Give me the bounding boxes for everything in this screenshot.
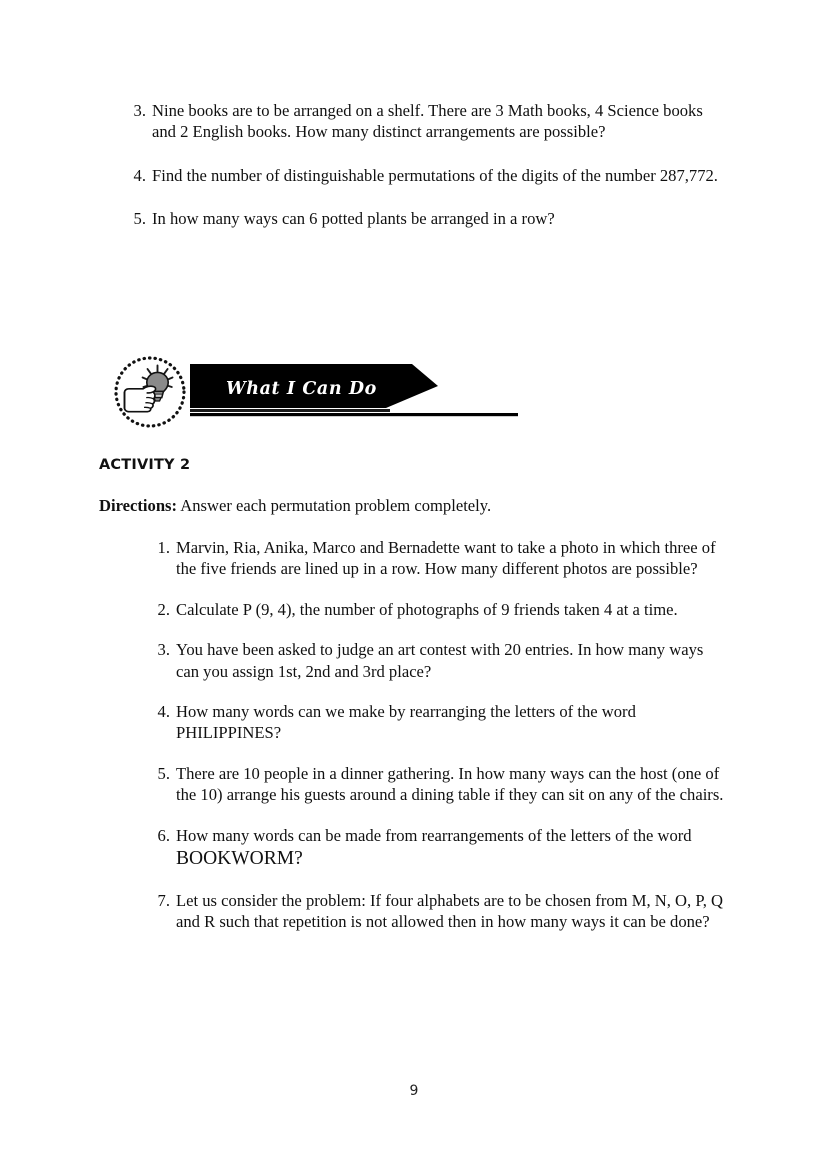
- item-text: How many words can we make by rearranging the letters of the word PHILIPPINES?: [176, 701, 636, 743]
- item-text: Calculate P (9, 4), the number of photographs of 9 friends taken 4 at a time.: [176, 599, 678, 619]
- question-list-main: [150, 537, 730, 952]
- item-number: 7.: [157, 891, 170, 911]
- what-i-can-do-banner: [110, 352, 520, 432]
- item-text: Let us consider the problem: If four alphabets are to be chosen from M, N, O, P, Q and R such that repetition is not allowed then in how many ways it can be done?: [176, 891, 723, 932]
- item-text: Find the number of distinguishable permutations of the digits of the number 287,772.: [152, 165, 718, 185]
- item-text: [176, 825, 730, 872]
- question-list-top: [126, 100, 726, 252]
- item-text-lead: How many words can be made from rearrangements of the letters of the word: [176, 825, 692, 845]
- item-text: There are 10 people in a dinner gathering. In how many ways can the host (one of the 10) arrange his guests around a dining table if they can sit on any of the chairs.: [176, 763, 724, 805]
- item-text: Marvin, Ria, Anika, Marco and Bernadette want to take a photo in which three of the five friends are lined up in a row. How many different photos are possible?: [176, 538, 716, 579]
- banner-title: What I Can Do: [226, 379, 377, 399]
- list-item: [150, 890, 730, 933]
- list-item: [150, 825, 730, 872]
- list-item: [150, 537, 730, 580]
- item-number: 3.: [157, 640, 170, 660]
- item-number: 6.: [157, 825, 170, 845]
- list-item: [150, 639, 730, 682]
- item-number: 4.: [133, 165, 146, 185]
- directions-line: [99, 496, 491, 516]
- activity-heading: ACTIVITY 2: [99, 457, 191, 473]
- list-item: [150, 599, 730, 620]
- list-item: [126, 100, 726, 143]
- list-item: [126, 208, 726, 229]
- item-text: Nine books are to be arranged on a shelf. There are 3 Math books, 4 Science books and 2 English books. How many distinct arrangements are possible?: [152, 101, 703, 142]
- item-number: 2.: [157, 599, 170, 619]
- list-item: [126, 165, 726, 186]
- page-number: 9: [409, 1083, 419, 1099]
- item-text-emphasis: BOOKWORM?: [176, 847, 303, 869]
- directions-text: Answer each permutation problem completely.: [177, 496, 492, 515]
- list-item: [150, 763, 730, 806]
- directions-label: Directions:: [99, 496, 178, 515]
- hand-holding-lightbulb-icon: [110, 352, 190, 432]
- item-number: 4.: [157, 701, 170, 721]
- list-item: [150, 701, 730, 744]
- item-number: 5.: [133, 209, 146, 229]
- item-number: 1.: [157, 538, 170, 557]
- item-number: 5.: [157, 763, 170, 783]
- item-number: 3.: [133, 101, 146, 120]
- item-text: In how many ways can 6 potted plants be arranged in a row?: [152, 209, 555, 229]
- item-text: You have been asked to judge an art contest with 20 entries. In how many ways can you assign 1st, 2nd and 3rd place?: [176, 640, 704, 681]
